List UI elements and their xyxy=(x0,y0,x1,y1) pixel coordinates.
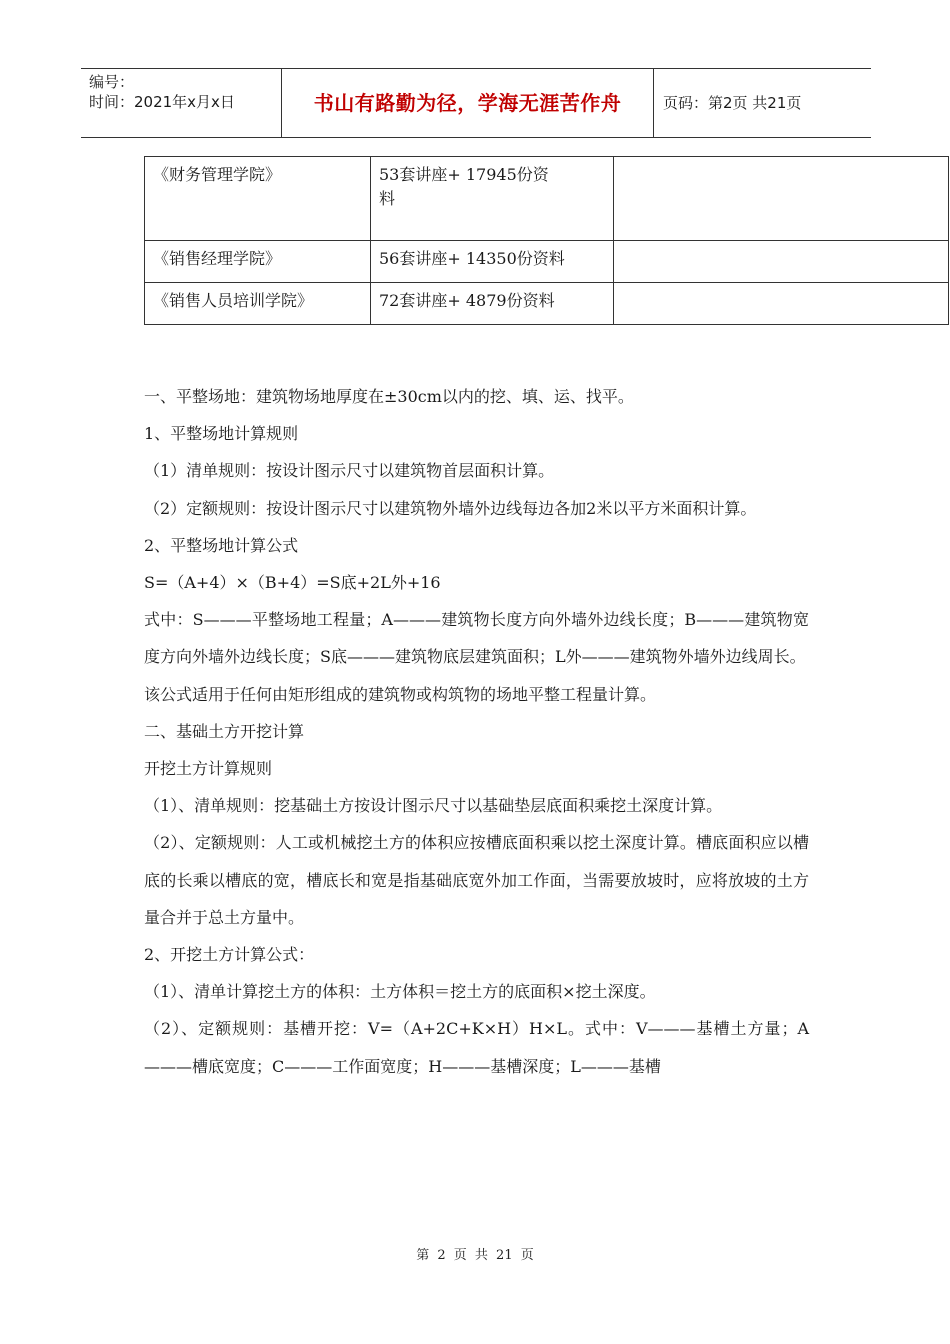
table-row xyxy=(145,283,949,325)
table-cell-extra xyxy=(614,241,949,283)
table-cell-extra xyxy=(614,157,949,241)
time-label: 时间：2021年x月x日 xyxy=(89,93,235,111)
paragraph: （2）定额规则：按设计图示尺寸以建筑物外墙外边线每边各加2米以平方米面积计算。 xyxy=(144,498,757,518)
section-heading: 一、平整场地：建筑物场地厚度在±30cm以内的挖、填、运、找平。 xyxy=(144,387,634,406)
subsection-heading: 2、平整场地计算公式 xyxy=(144,535,299,555)
paragraph: （1）、清单规则：挖基础土方按设计图示尺寸以基础垫层底面积乘挖土深度计算。 xyxy=(144,796,723,816)
table-cell-content: 56套讲座+ 14350份资料 xyxy=(371,241,614,283)
table-cell-name: 《销售经理学院》 xyxy=(145,241,371,283)
document-body xyxy=(144,378,809,1085)
content-line: 53套讲座+ 17945份资 xyxy=(379,165,549,184)
table-cell-content: 72套讲座+ 4879份资料 xyxy=(371,283,614,325)
header-page-info: 页码：第2页 共21页 xyxy=(663,94,802,112)
header-divider xyxy=(653,69,654,137)
paragraph: （2）、定额规则：人工或机械挖土方的体积应按槽底面积乘以挖土深度计算。槽底面积应以槽底的长乘以槽底的宽，槽底长和宽是指基础底宽外加工作面，当需要放坡时，应将放坡的土方量合并于总土方量中。 xyxy=(144,833,809,927)
paragraph: （1）清单规则：按设计图示尺寸以建筑物首层面积计算。 xyxy=(144,461,555,481)
course-table xyxy=(144,156,949,325)
table-row xyxy=(145,241,949,283)
table-cell-content xyxy=(371,157,614,241)
page-footer: 第 2 页 共 21 页 xyxy=(416,1248,534,1263)
number-label: 编号： xyxy=(89,73,135,91)
paragraph: （1）、清单计算挖土方的体积：土方体积＝挖土方的底面积×挖土深度。 xyxy=(144,982,656,1002)
table-row xyxy=(145,157,949,241)
table-cell-extra xyxy=(614,283,949,325)
paragraph: 式中：S———平整场地工程量；A———建筑物长度方向外墙外边线长度；B———建筑物宽度方向外墙外边线长度；S底———建筑物底层建筑面积；L外———建筑物外墙外边线周长。 xyxy=(144,610,809,667)
content-line: 料 xyxy=(379,189,396,208)
table-cell-name: 《销售人员培训学院》 xyxy=(145,283,371,325)
formula: S=（A+4）×（B+4）=S底+2L外+16 xyxy=(144,573,441,593)
subsection-heading: 2、开挖土方计算公式： xyxy=(144,945,315,965)
paragraph: 该公式适用于任何由矩形组成的建筑物或构筑物的场地平整工程量计算。 xyxy=(144,684,657,704)
header-meta xyxy=(81,69,281,137)
subsection-heading: 1、平整场地计算规则 xyxy=(144,424,299,444)
header-motto: 书山有路勤为径，学海无涯苦作舟 xyxy=(313,91,622,115)
section-heading: 二、基础土方开挖计算 xyxy=(144,721,305,741)
table-cell-name: 《财务管理学院》 xyxy=(145,157,371,241)
paragraph: （2）、定额规则：基槽开挖：V=（A+2C+K×H）H×L。式中：V———基槽土方量；A———槽底宽度；C———工作面宽度；H———基槽深度；L———基槽 xyxy=(144,1019,809,1076)
subsection-heading: 开挖土方计算规则 xyxy=(144,759,273,779)
page-header xyxy=(81,68,871,138)
